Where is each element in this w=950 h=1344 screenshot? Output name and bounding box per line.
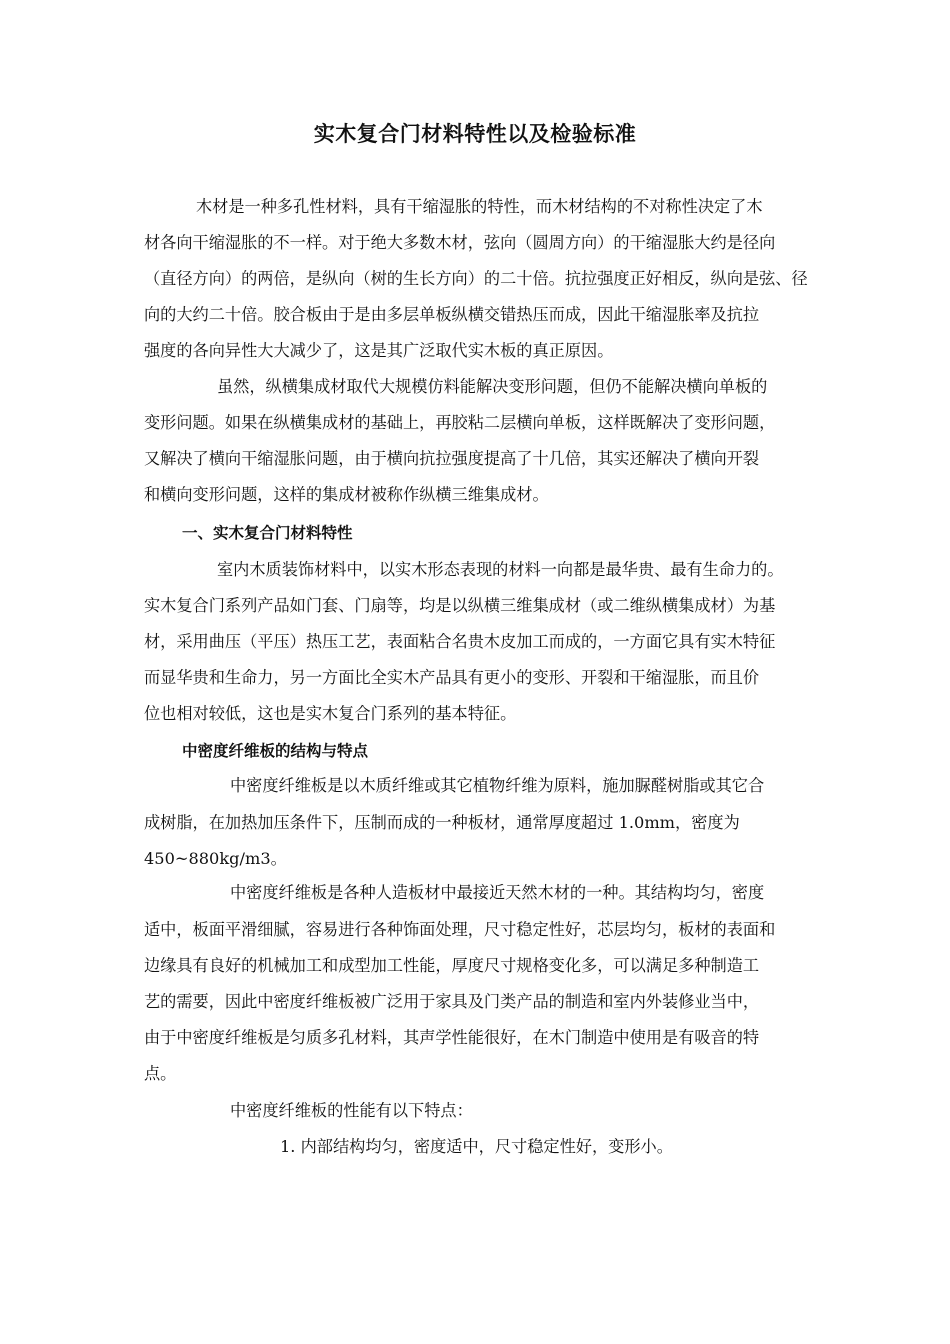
paragraph-line: 点。 [144, 1064, 177, 1083]
paragraph-line: 而显华贵和生命力，另一方面比全实木产品具有更小的变形、开裂和干缩湿胀，而且价 [144, 668, 760, 687]
paragraph-line: 位也相对较低，这也是实木复合门系列的基本特征。 [144, 704, 517, 723]
paragraph-line: 实木复合门系列产品如门套、门扇等，均是以纵横三维集成材（或二维纵横集成材）为基 [144, 596, 776, 615]
paragraph-line: 强度的各向异性大大减少了，这是其广泛取代实木板的真正原因。 [144, 341, 614, 360]
paragraph-line: 材，采用曲压（平压）热压工艺，表面粘合名贵木皮加工而成的，一方面它具有实木特征 [144, 632, 776, 651]
paragraph-line: 虽然，纵横集成材取代大规模仿料能解决变形问题，但仍不能解决横向单板的 [217, 377, 768, 396]
paragraph-line: （直径方向）的两倍，是纵向（树的生长方向）的二十倍。抗拉强度正好相反，纵向是弦、径 [144, 269, 808, 288]
paragraph-line: 向的大约二十倍。胶合板由于是由多层单板纵横交错热压而成，因此干缩湿胀率及抗拉 [144, 305, 760, 324]
paragraph-line: 艺的需要，因此中密度纤维板被广泛用于家具及门类产品的制造和室内外装修业当中， [144, 992, 760, 1011]
paragraph-line: 和横向变形问题，这样的集成材被称作纵横三维集成材。 [144, 485, 549, 504]
section-heading: 中密度纤维板的结构与特点 [182, 742, 369, 760]
paragraph-line: 适中，板面平滑细腻，容易进行各种饰面处理，尺寸稳定性好，芯层均匀，板材的表面和 [144, 920, 776, 939]
paragraph-line: 变形问题。如果在纵横集成材的基础上，再胶粘二层横向单板，这样既解决了变形问题， [144, 413, 776, 432]
paragraph-line: 材各向干缩湿胀的不一样。对于绝大多数木材，弦向（圆周方向）的干缩湿胀大约是径向 [144, 233, 776, 252]
list-item: 1. 内部结构均匀，密度适中，尺寸稳定性好，变形小。 [280, 1137, 673, 1156]
paragraph-line: 由于中密度纤维板是匀质多孔材料，其声学性能很好，在木门制造中使用是有吸音的特 [144, 1028, 760, 1047]
paragraph-line: 边缘具有良好的机械加工和成型加工性能，厚度尺寸规格变化多，可以满足多种制造工 [144, 956, 760, 975]
section-heading: 一、实木复合门材料特性 [182, 524, 353, 542]
paragraph-line: 木材是一种多孔性材料，具有干缩湿胀的特性，而木材结构的不对称性决定了木 [196, 197, 763, 216]
paragraph-line: 中密度纤维板是各种人造板材中最接近天然木材的一种。其结构均匀，密度 [230, 883, 765, 902]
document-title: 实木复合门材料特性以及检验标准 [313, 122, 637, 146]
paragraph-line: 中密度纤维板的性能有以下特点： [230, 1101, 473, 1120]
paragraph-line: 中密度纤维板是以木质纤维或其它植物纤维为原料，施加脲醛树脂或其它合 [230, 776, 765, 795]
paragraph-line: 室内木质装饰材料中，以实木形态表现的材料一向都是最华贵、最有生命力的。 [217, 560, 784, 579]
paragraph-line: 450~880kg/m3。 [144, 849, 287, 868]
paragraph-line: 成树脂，在加热加压条件下，压制而成的一种板材，通常厚度超过 1.0mm，密度为 [144, 813, 740, 832]
paragraph-line: 又解决了横向干缩湿胀问题，由于横向抗拉强度提高了十几倍，其实还解决了横向开裂 [144, 449, 760, 468]
